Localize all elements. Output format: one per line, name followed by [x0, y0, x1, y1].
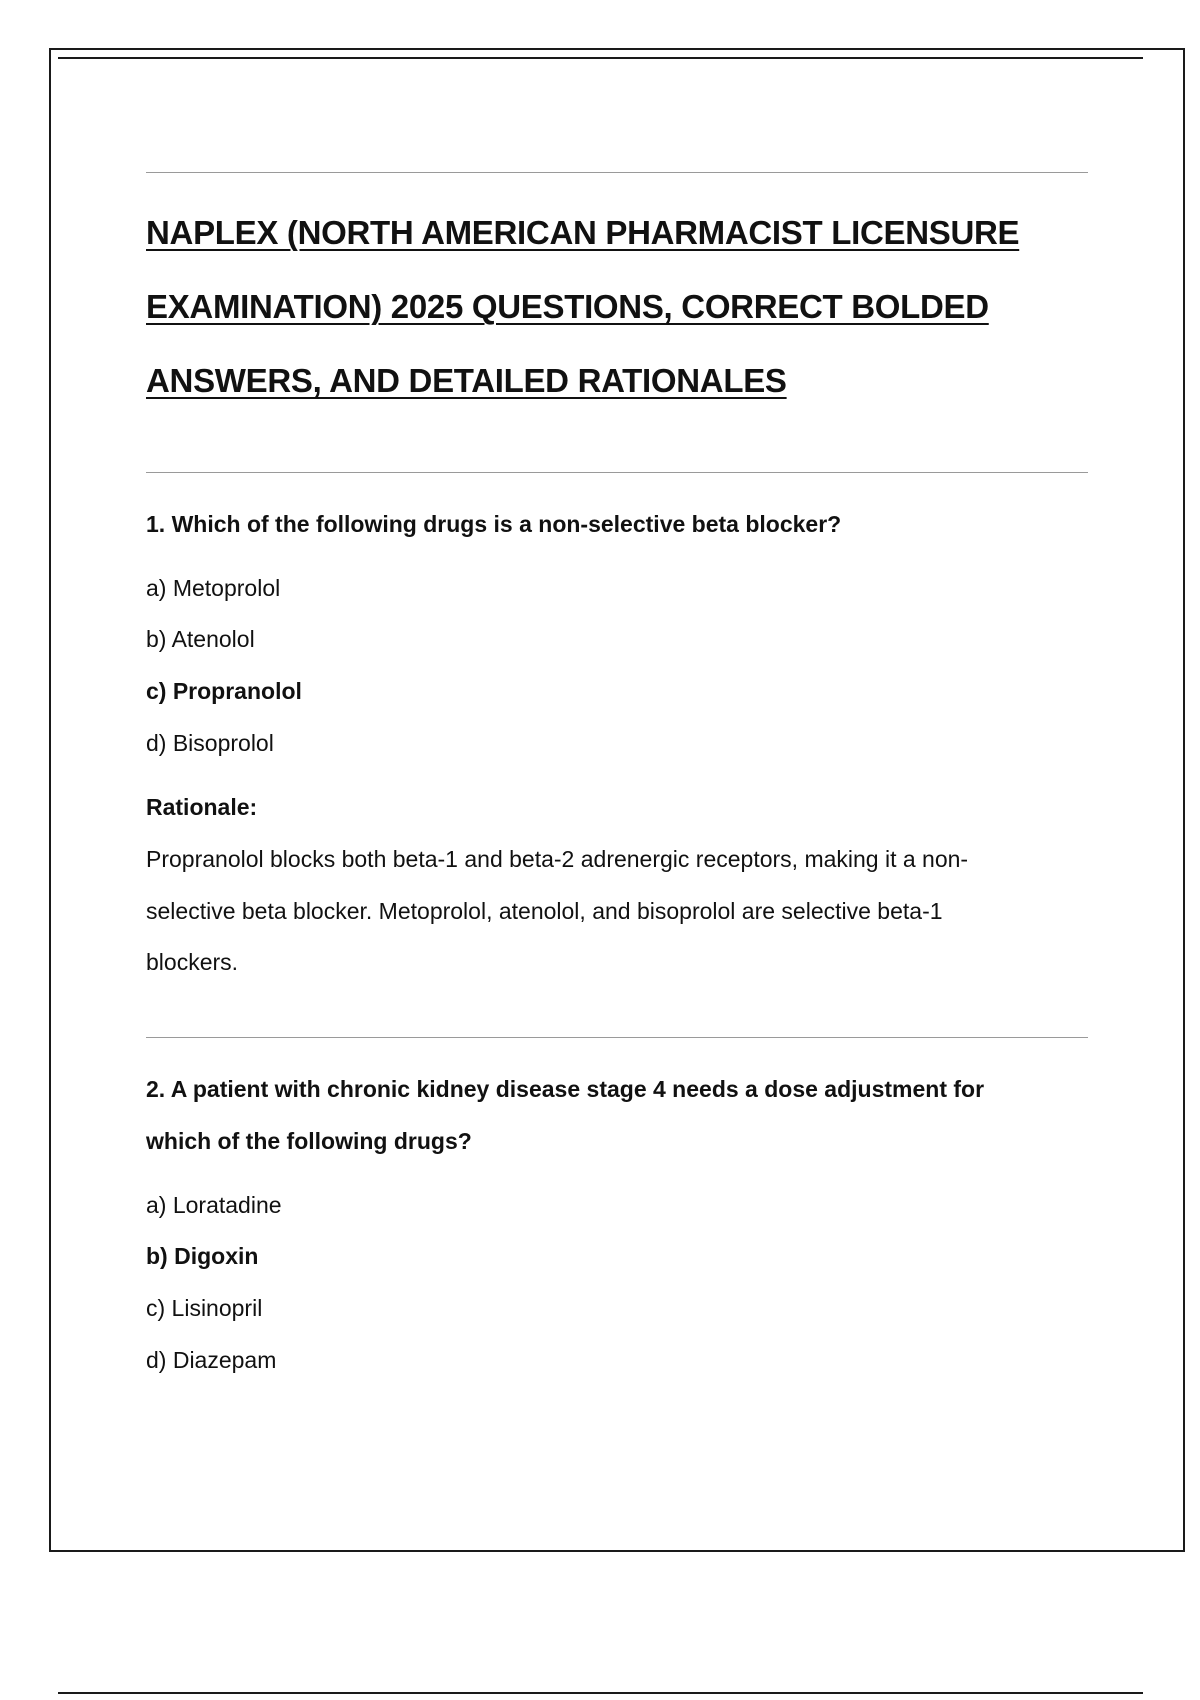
question-1-rationale-line-3: blockers.: [146, 949, 239, 975]
question-2-text-line-1: 2. A patient with chronic kidney disease stage 4 needs a dose adjustment for: [146, 1076, 985, 1102]
divider: [146, 172, 1088, 173]
question-1-rationale-label: Rationale:: [146, 794, 258, 820]
question-1-rationale-line-2: selective beta blocker. Metoprolol, atenolol, and bisoprolol are selective beta-1: [146, 898, 943, 924]
question-1-text: 1. Which of the following drugs is a non-selective beta blocker?: [146, 511, 842, 537]
divider: [146, 1037, 1088, 1038]
question-1-option-b: b) Atenolol: [146, 626, 255, 652]
question-1-option-c-correct: c) Propranolol: [146, 678, 302, 704]
question-1-option-a: a) Metoprolol: [146, 575, 281, 601]
question-1-rationale-line-1: Propranolol blocks both beta-1 and beta-2 adrenergic receptors, making it a non-: [146, 846, 969, 872]
top-rule: [58, 57, 1143, 59]
question-1-option-d: d) Bisoprolol: [146, 730, 274, 756]
question-2-text-line-2: which of the following drugs?: [146, 1128, 472, 1154]
title-line-2: EXAMINATION) 2025 QUESTIONS, CORRECT BOLDED: [146, 288, 989, 325]
title-line-3: ANSWERS, AND DETAILED RATIONALES: [146, 362, 787, 399]
title-line-1: NAPLEX (NORTH AMERICAN PHARMACIST LICENSURE: [146, 214, 1020, 251]
question-2-option-b-correct: b) Digoxin: [146, 1243, 259, 1269]
bottom-rule: [58, 1692, 1143, 1694]
question-2-option-d: d) Diazepam: [146, 1347, 277, 1373]
divider: [146, 472, 1088, 473]
question-2-option-c: c) Lisinopril: [146, 1295, 263, 1321]
question-2-option-a: a) Loratadine: [146, 1192, 282, 1218]
